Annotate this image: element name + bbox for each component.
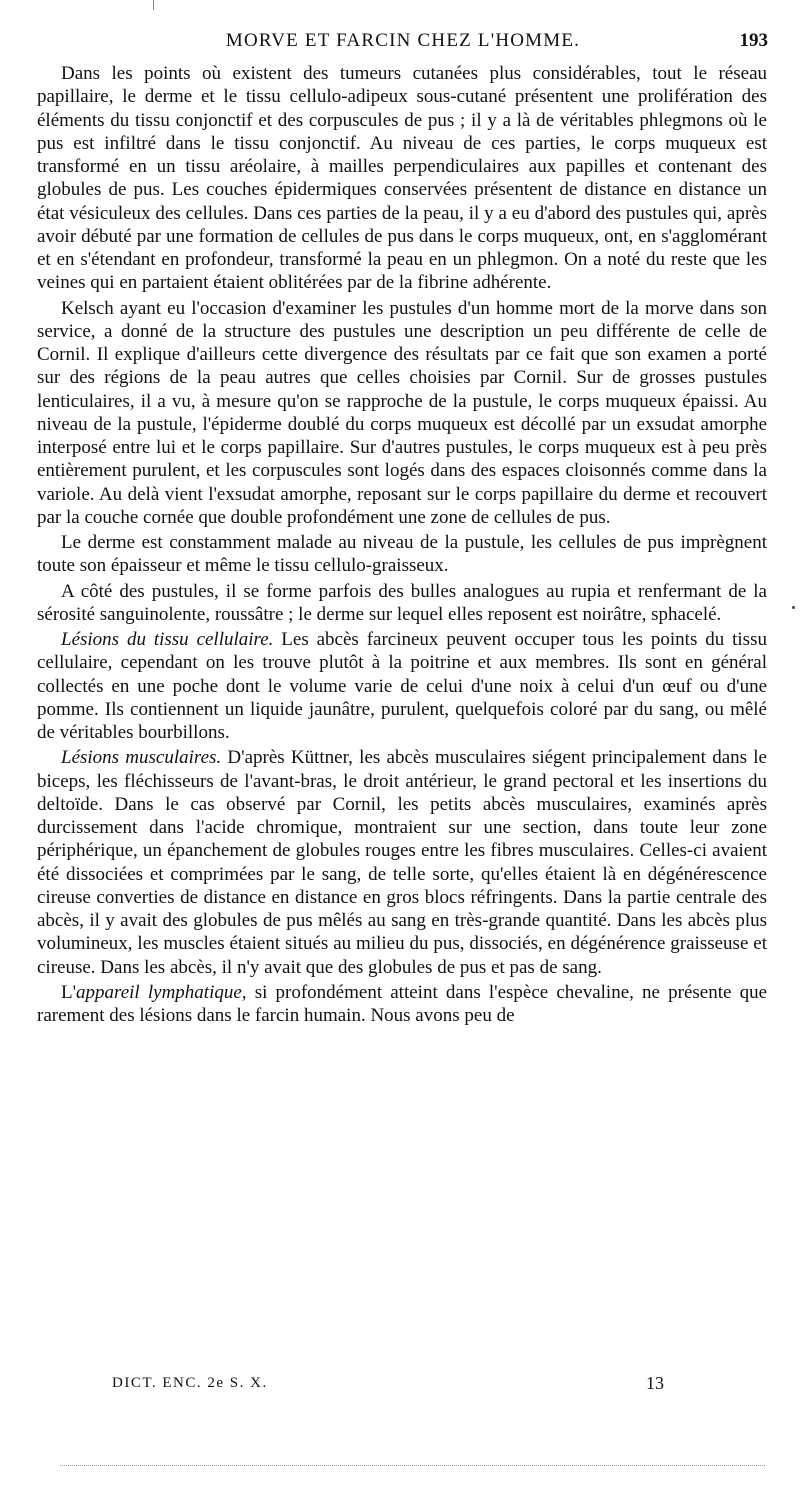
signature-number: 13 bbox=[646, 1373, 664, 1393]
page-footer bbox=[112, 1375, 664, 1399]
paragraph-cutaneous-tumors bbox=[37, 62, 767, 295]
section-lead: appareil lymphatique bbox=[76, 981, 242, 1003]
paragraph-text: Dans les points où existent des tumeurs cutanées plus considérables, tout le réseau papillaire, le derme et le tissu cellulo-adipeux sous-cutané présentent une prolifération des éléments du tissu conjonctif et des corpuscules de pus ; il y a là de véritables phlegmons où le pus est infiltré dans le tissu conjonctif. Au niveau de ces parties, le corps muqueux est transformé en un tissu aréolaire, à mailles perpendiculaires aux papilles et contenant des globules de pus. Les couches épidermiques conservées présentent de distance en distance un état vésiculeux des cellules. Dans ces parties de la peau, il y a eu d'abord des pustules qui, après avoir débuté par une formation de cellules de pus dans le corps muqueux, ont, en s'agglomérant et en s'étendant en profondeur, transformé la peau en un phlegmon. On a noté du reste que les veines qui en partaient étaient oblitérées par de la fibrine adhérente. bbox=[37, 63, 767, 294]
running-title: MORVE ET FARCIN CHEZ L'HOMME. bbox=[225, 30, 581, 51]
signature-line: DICT. ENC. 2e S. X. bbox=[112, 1375, 268, 1391]
paragraph-text: D'après Küttner, les abcès musculaires siégent principalement dans le biceps, les fléchisseurs de l'avant-bras, le droit antérieur, le grand pectoral et les insertions du deltoïde. Dans le cas observé par Cornil, les petits abcès musculaires, examinés après durcissement dans l'acide chromique, montraient sur une section, dans toute leur zone périphérique, un épanchement de globules rouges entre les fibres musculaires. Celles-ci avaient été dissociées et comprimées par le sang, de telle sorte, qu'elles étaient là en dégénérescence cireuse converties de distance en distance en gros blocs réfringents. Dans la partie centrale des abcès, il y avait des globules de pus mêlés au sang en très-grande quantité. Dans les abcès plus volumineux, les muscles étaient situés au milieu du pus, dissociés, en dégénérence graisseuse et cireuse. Dans les abcès, il n'y avait que des globules de pus et pas de sang. bbox=[37, 747, 767, 978]
paragraph-text: Les abcès farcineux peuvent occuper tous les points du tissu cellulaire, cependant on les trouve plutôt à la poitrine et aux membres. Ils sont en général collectés en une poche dont le volume varie de celui d'une noix à celui d'un œuf ou d'une pomme. Ils contiennent un liquide jaunâtre, purulent, quelquefois coloré par du sang, ou mêlé de véritables bourbillons. bbox=[37, 629, 767, 743]
body-text bbox=[37, 62, 767, 1029]
scan-artifact-side bbox=[792, 606, 795, 609]
paragraph-derme bbox=[37, 531, 767, 578]
paragraph-appareil-lymphatique bbox=[37, 981, 767, 1028]
scan-artifact-dotted-line bbox=[60, 1465, 765, 1468]
paragraph-kelsch bbox=[37, 297, 767, 530]
paragraph-text: Kelsch ayant eu l'occasion d'examiner les pustules d'un homme mort de la morve dans son service, a donné de la structure des pustules une description un peu différente de celle de Cornil. Il explique d'ailleurs cette divergence des résultats par ce fait que son examen a porté sur des régions de la peau autres que celles choisies par Cornil. Sur de grosses pustules lenticulaires, il a vu, à mesure qu'on se rapproche de la pustule, le corps muqueux épaissi. Au niveau de la pustule, l'épiderme doublé du corps muqueux est décollé par un exsudat amorphe interposé entre lui et le corps papillaire. Sur d'autres pustules, le corps muqueux est à peu près entièrement purulent, et les corpuscules sont logés dans des espaces cloisonnés comme dans la variole. Au delà vient l'exsudat amorphe, reposant sur le corps papillaire du derme et recouvert par la couche cornée que double profondément une zone de cellules de pus. bbox=[37, 297, 767, 528]
paragraph-bulles bbox=[37, 580, 767, 627]
section-lead: Lésions du tissu cellulaire. bbox=[61, 629, 274, 650]
page-header bbox=[38, 30, 768, 56]
page-number: 193 bbox=[739, 30, 768, 51]
paragraph-tissu-cellulaire bbox=[37, 628, 767, 744]
paragraph-text: Le derme est constamment malade au niveau de la pustule, les cellules de pus imprègnent toute son épaisseur et même le tissu cellulo-graisseux. bbox=[37, 532, 767, 577]
paragraph-text: A côté des pustules, il se forme parfois des bulles analogues au rupia et renfermant de la sérosité sanguinolente, roussâtre ; le derme sur lequel elles reposent est noirâtre, sphacelé. bbox=[37, 580, 767, 625]
scan-artifact-top bbox=[153, 0, 154, 10]
paragraph-text: , si profondément atteint dans l'espèce chevaline, ne présente que rarement des lésions dans le farcin humain. Nous avons peu de bbox=[37, 981, 768, 1026]
section-lead: Lésions musculaires. bbox=[61, 747, 222, 769]
paragraph-lesions-musculaires bbox=[37, 746, 767, 979]
section-prefix: L' bbox=[61, 981, 77, 1003]
